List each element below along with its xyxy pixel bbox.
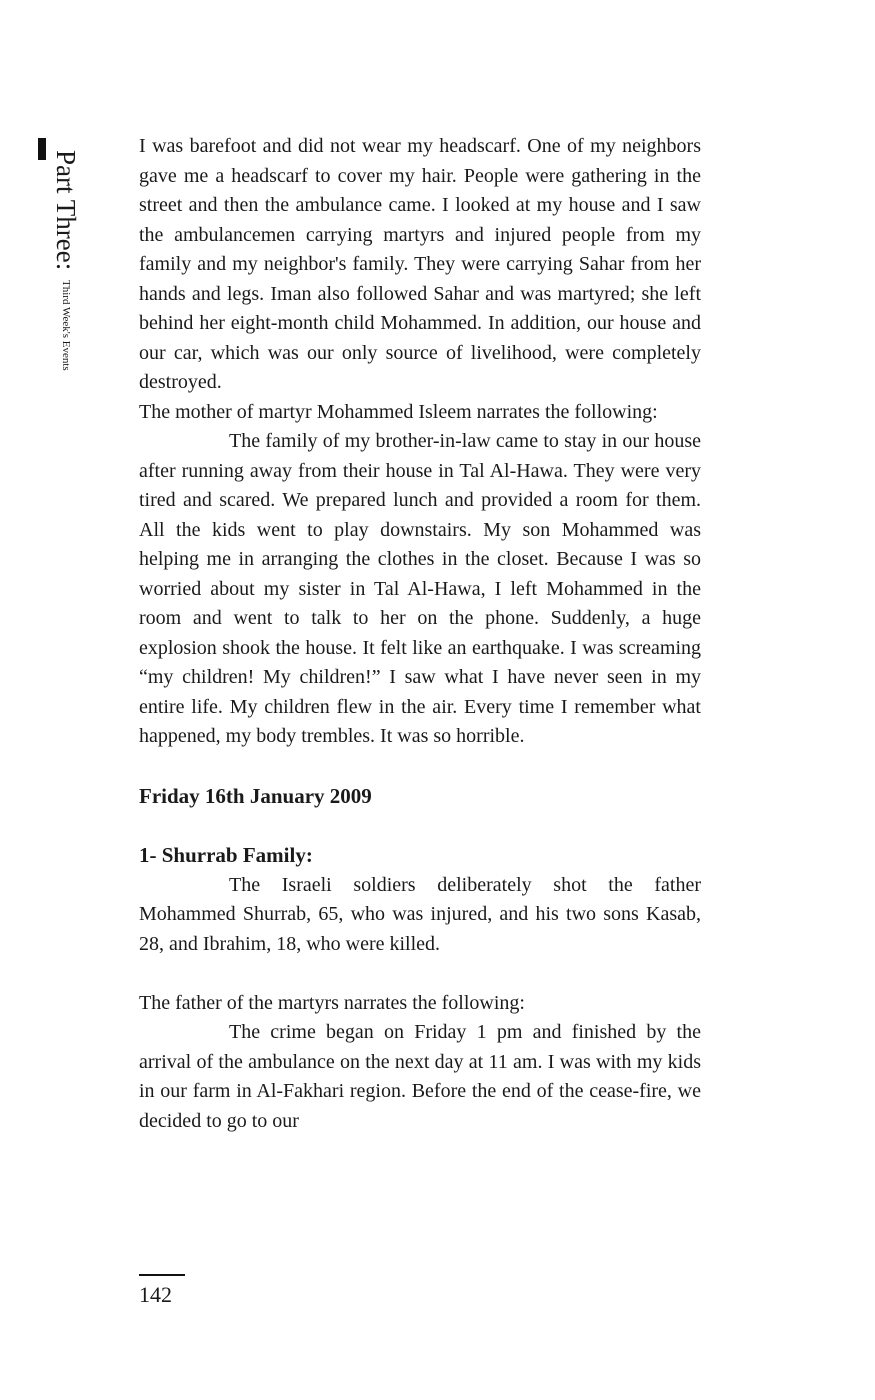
- family-heading: 1- Shurrab Family:: [139, 843, 313, 867]
- paragraph-father-intro: The father of the martyrs narrates the following:: [139, 991, 525, 1014]
- part-title: Part Three:: [51, 150, 81, 271]
- page-body: [139, 132, 701, 1136]
- chapter-tab-marker: [38, 138, 46, 160]
- paragraph-testimony-end: I was barefoot and did not wear my headscarf. One of my neighbors gave me a headscarf to cover my hair. People were gathering in the street and then the ambulance came. I looked at my house and I saw the ambulancemen carrying martyrs and injured people from my family and my neighbor's family. They were carrying Sahar from her hands and legs. Iman also followed Sahar and was martyred; she left behind her eight-month child Mohammed. In addition, our house and our car, which was our only source of livelihood, were completely destroyed.: [139, 135, 701, 393]
- date-heading: Friday 16th January 2009: [139, 783, 372, 808]
- paragraph-shurrab-summary: The Israeli soldiers deliberately shot the father Mohammed Shurrab, 65, who was injured, and his two sons Kasab, 28, and Ibrahim, 18, who were killed.: [139, 873, 701, 955]
- chapter-side-label: [52, 150, 79, 371]
- paragraph-mother-testimony: The family of my brother-in-law came to stay in our house after running away from their house in Tal Al-Hawa. They were very tired and scared. We prepared lunch and provided a room for them. All the kids went to play downstairs. My son Mohammed was helping me in arranging the clothes in the closet. Because I was so worried about my sister in Tal Al-Hawa, I left Mohammed in the room and went to talk to her on the phone. Suddenly, a huge explosion shook the house. It felt like an earthquake. I was screaming “my children! My children!” I saw what I have never seen in my entire life. My children flew in the air. Every time I remember what happened, my body trembles. It was so horrible.: [139, 430, 701, 747]
- footer-rule: [139, 1274, 185, 1276]
- page-number: 142: [139, 1282, 172, 1307]
- paragraph-father-testimony: The crime began on Friday 1 pm and finished by the arrival of the ambulance on the next day at 11 am. I was with my kids in our farm in Al-Fakhari region. Before the end of the cease-fire, we decided to go to our: [139, 1021, 701, 1132]
- paragraph-narrator-intro: The mother of martyr Mohammed Isleem narrates the following:: [139, 400, 658, 423]
- part-subtitle: Third Week's Events: [60, 280, 72, 371]
